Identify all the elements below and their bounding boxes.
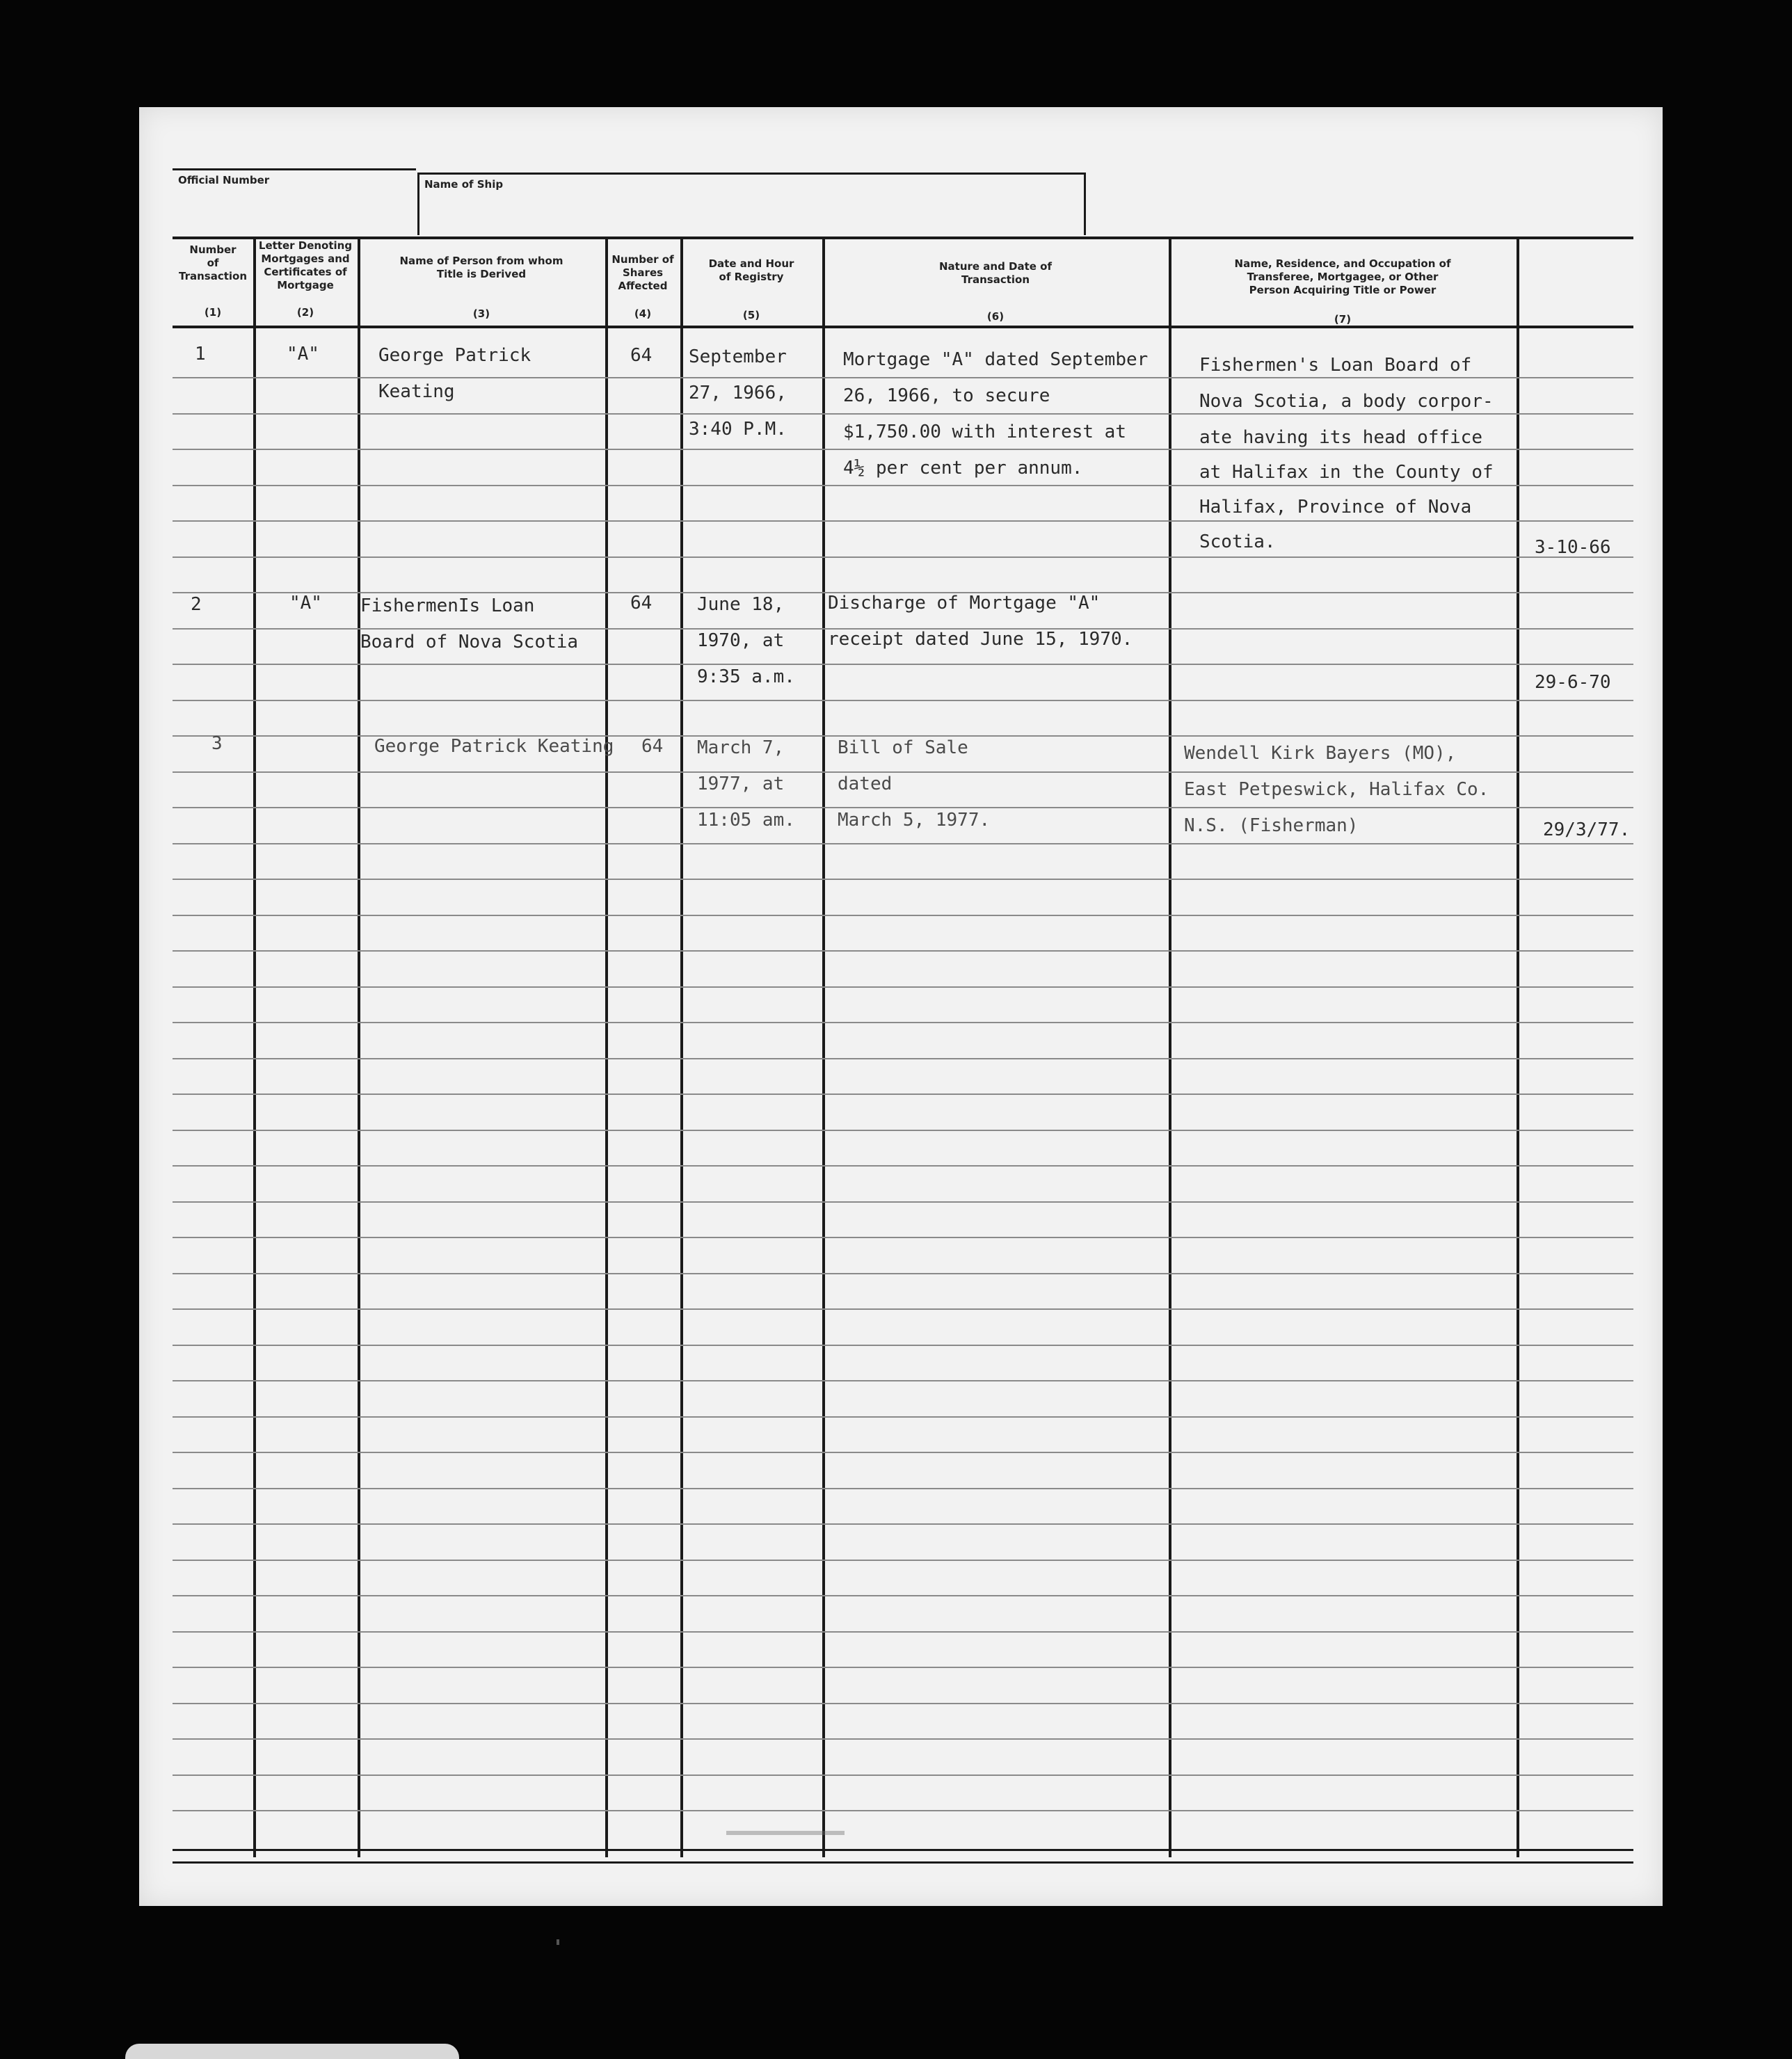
ship-box-right-rule	[1084, 173, 1086, 235]
entry-3-nature-line-2: dated	[838, 774, 893, 794]
name-of-ship-label: Name of Ship	[424, 178, 504, 191]
col-heading-7-line: Transferee, Mortgagee, or Other	[1247, 271, 1439, 283]
ruled-line	[173, 1201, 1633, 1203]
entry-2-from-line-2: Board of Nova Scotia	[360, 632, 579, 652]
entry-2-shares: 64	[630, 593, 653, 614]
ruled-line	[173, 1345, 1633, 1346]
entry-1-registry-line-3: 3:40 P.M.	[689, 419, 787, 440]
entry-1-shares: 64	[630, 345, 653, 366]
ship-box-left-rule	[417, 173, 419, 235]
ruled-line	[173, 1560, 1633, 1561]
register-sheet	[139, 107, 1663, 1906]
col-heading-1-line: Transaction	[178, 270, 248, 282]
entry-1-registry-line-1: September	[689, 346, 787, 367]
ruled-line	[173, 986, 1633, 988]
entry-1-transferee-line-4: at Halifax in the County of	[1199, 462, 1494, 483]
entry-1-date-note: 3-10-66	[1535, 537, 1611, 558]
ruled-line	[173, 1452, 1633, 1453]
ruled-line	[173, 700, 1633, 701]
speck-mark	[557, 1939, 559, 1945]
col-heading-3	[359, 255, 604, 281]
col-rule-7	[1517, 237, 1519, 1857]
ruled-line	[173, 1774, 1633, 1776]
official-number-label: Official Number	[178, 174, 270, 186]
entry-1-nature-line-1: Mortgage "A" dated September	[843, 349, 1149, 370]
ruled-line	[173, 1595, 1633, 1596]
entry-3-registry-line-2: 1977, at	[697, 774, 785, 794]
col-heading-7-line: Name, Residence, and Occupation of	[1234, 257, 1451, 270]
entry-2-registry-line-2: 1970, at	[697, 630, 785, 651]
col-heading-3-line: Title is Derived	[436, 268, 527, 280]
ruled-line	[173, 950, 1633, 952]
col-rule-2	[358, 237, 360, 1857]
entry-1-number: 1	[195, 344, 206, 364]
col-rule-4	[680, 237, 683, 1857]
entry-2-nature-line-1: Discharge of Mortgage "A"	[828, 593, 1101, 614]
entry-1-nature-line-2: 26, 1966, to secure	[843, 385, 1050, 406]
entry-1-nature-line-3: $1,750.00 with interest at	[843, 422, 1126, 442]
entry-2-registry-line-1: June 18,	[697, 594, 785, 615]
col-heading-5	[682, 257, 821, 284]
col-heading-1-line: Number	[189, 243, 237, 256]
ruled-line	[173, 664, 1633, 665]
ruled-line	[173, 413, 1633, 415]
col-heading-2-line: Certificates of	[264, 266, 347, 278]
ruled-line	[173, 520, 1633, 522]
ruled-line	[173, 1416, 1633, 1418]
col-heading-2-line: Mortgage	[277, 279, 334, 291]
col-heading-2	[255, 239, 356, 292]
ruled-line	[173, 1380, 1633, 1381]
table-bottom-rule-2	[173, 1861, 1633, 1864]
ruled-line	[173, 843, 1633, 844]
ruled-line	[173, 1130, 1633, 1131]
col-rule-1	[253, 237, 256, 1857]
col-heading-7	[1170, 257, 1515, 297]
header-top-rule	[173, 168, 416, 170]
faint-mark	[726, 1831, 845, 1835]
col-heading-5-line: of Registry	[719, 271, 784, 283]
col-number-5: (5)	[742, 309, 760, 321]
col-number-6: (6)	[986, 310, 1005, 323]
entry-3-transferee-line-2: East Petpeswick, Halifax Co.	[1184, 779, 1489, 800]
entry-1-transferee-line-3: ate having its head office	[1199, 427, 1482, 448]
col-heading-4	[607, 253, 679, 293]
ruled-line	[173, 1273, 1633, 1274]
ship-box-top-rule	[417, 173, 1085, 175]
ruled-line	[173, 1022, 1633, 1023]
ruled-line	[173, 1488, 1633, 1489]
col-heading-4-line: Number of	[611, 253, 674, 266]
bottom-strip	[125, 2044, 459, 2059]
entry-3-shares: 64	[641, 736, 664, 757]
col-heading-6-line: Transaction	[961, 273, 1030, 286]
entry-2-letter: "A"	[289, 593, 322, 614]
ruled-line	[173, 449, 1633, 450]
entry-3-registry-line-1: March 7,	[697, 737, 785, 758]
entry-1-transferee-line-5: Halifax, Province of Nova	[1199, 497, 1472, 518]
col-number-3: (3)	[472, 307, 490, 320]
ruled-line	[173, 771, 1633, 773]
ruled-line	[173, 1810, 1633, 1811]
col-heading-6-line: Nature and Date of	[938, 260, 1053, 273]
ruled-line	[173, 807, 1633, 808]
entry-2-date-note: 29-6-70	[1535, 672, 1611, 693]
table-header-bottom-rule	[173, 326, 1633, 328]
ruled-line	[173, 1237, 1633, 1238]
col-heading-4-line: Shares	[622, 266, 664, 279]
ruled-line	[173, 915, 1633, 916]
entry-1-nature-line-4: 4½ per cent per annum.	[843, 458, 1083, 479]
ruled-line	[173, 1631, 1633, 1633]
ruled-line	[173, 1523, 1633, 1525]
entry-3-from-line-1: George Patrick Keating	[374, 736, 614, 757]
col-heading-6	[824, 260, 1167, 287]
col-heading-4-line: Affected	[618, 280, 668, 292]
ruled-line	[173, 1738, 1633, 1740]
entry-1-transferee-line-6: Scotia.	[1199, 531, 1276, 552]
entry-2-number: 2	[191, 594, 202, 615]
entry-1-from-line-1: George Patrick	[378, 345, 531, 366]
ruled-line	[173, 377, 1633, 378]
col-heading-5-line: Date and Hour	[708, 257, 794, 270]
table-top-rule	[173, 237, 1633, 239]
col-heading-2-line: Letter Denoting	[258, 239, 353, 252]
entry-1-transferee-line-2: Nova Scotia, a body corpor-	[1199, 391, 1494, 412]
col-number-7: (7)	[1334, 313, 1352, 326]
entry-1-letter: "A"	[287, 344, 319, 364]
entry-2-from-line-1: FishermenIs Loan	[360, 595, 535, 616]
entry-1-registry-line-2: 27, 1966,	[689, 383, 787, 403]
entry-3-registry-line-3: 11:05 am.	[697, 810, 795, 831]
col-rule-3	[605, 237, 608, 1857]
col-heading-1-line: of	[207, 257, 219, 269]
ruled-line	[173, 556, 1633, 558]
entry-3-transferee-line-3: N.S. (Fisherman)	[1184, 815, 1359, 836]
col-heading-1	[174, 243, 252, 283]
ruled-line	[173, 1667, 1633, 1668]
ruled-line	[173, 1058, 1633, 1059]
entry-3-transferee-line-1: Wendell Kirk Bayers (MO),	[1184, 743, 1457, 764]
entry-3-date-note: 29/3/77.	[1543, 819, 1631, 840]
ruled-line	[173, 1703, 1633, 1704]
ruled-line	[173, 1093, 1633, 1095]
entry-1-transferee-line-1: Fishermen's Loan Board of	[1199, 355, 1472, 376]
entry-3-nature-line-1: Bill of Sale	[838, 737, 968, 758]
col-number-1: (1)	[204, 306, 222, 319]
ruled-line	[173, 879, 1633, 880]
ruled-line	[173, 1165, 1633, 1167]
entry-3-nature-line-3: March 5, 1977.	[838, 810, 991, 831]
table-bottom-rule	[173, 1849, 1633, 1851]
col-heading-7-line: Person Acquiring Title or Power	[1249, 284, 1437, 296]
col-rule-5	[822, 237, 825, 1857]
ruled-line	[173, 1308, 1633, 1310]
col-heading-2-line: Mortgages and	[261, 253, 350, 265]
entry-1-from-line-2: Keating	[378, 381, 455, 402]
entry-2-nature-line-2: receipt dated June 15, 1970.	[828, 629, 1133, 650]
col-number-4: (4)	[634, 307, 652, 320]
col-rule-6	[1169, 237, 1171, 1857]
ruled-line	[173, 485, 1633, 486]
entry-3-number: 3	[211, 733, 223, 754]
col-heading-3-line: Name of Person from whom	[399, 255, 563, 267]
col-number-2: (2)	[296, 306, 314, 319]
entry-2-registry-line-3: 9:35 a.m.	[697, 666, 795, 687]
